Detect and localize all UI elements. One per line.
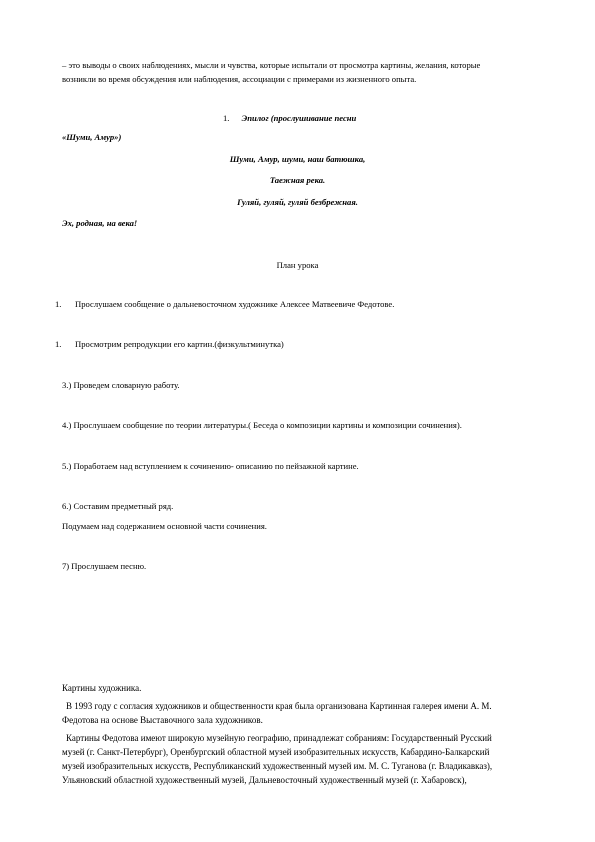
plan-item-number: 1. xyxy=(55,339,62,349)
epilogue-heading xyxy=(223,112,356,125)
paintings-paragraph-2-line-2: музей (г. Санкт-Петербург), Оренбургский областной музей изобразительных искусств, Кабардино-Балкарский xyxy=(62,747,490,757)
epilogue-number: 1. xyxy=(223,113,230,123)
paintings-paragraph-1-line-2: Федотова на основе Выставочного зала художников. xyxy=(62,715,263,725)
lyric-line-2: Таежная река. xyxy=(269,175,326,185)
paintings-paragraph-2-line-1: Картины Федотова имеют широкую музейную географию, принадлежат собраниям: Государственный Русский xyxy=(66,733,492,743)
paintings-paragraph-2-line-3: музей изобразительных искусств, Республиканский художественный музей им. М. С. Туганова (г. Владикавказ), xyxy=(62,761,493,771)
lyric-line-3: Гуляй, гуляй, гуляй безбрежная. xyxy=(237,197,358,207)
paintings-paragraph-2-line-4: Ульяновский областной художественный музей, Дальневосточный художественный музей (г. Хабаровск), xyxy=(62,775,467,785)
plan-item-text: Просмотрим репродукции его картин.(физкультминутка) xyxy=(75,339,284,349)
plan-step-6-note: Подумаем над содержанием основной части сочинения. xyxy=(62,521,267,531)
paintings-paragraph-1-line-1: В 1993 году с согласия художников и общественности края была организована Картинная галерея имени А. М. xyxy=(66,701,492,711)
plan-step-3: 3.) Проведем словарную работу. xyxy=(62,380,180,390)
intro-line-2: возникли во время обсуждения или наблюдения, ассоциации с примерами из жизненного опыта. xyxy=(62,74,417,84)
plan-step-6: 6.) Составим предметный ряд. xyxy=(62,501,174,511)
plan-step-4: 4.) Прослушаем сообщение по теории литературы.( Беседа о композиции картины и композиции сочинения). xyxy=(62,420,462,430)
plan-item xyxy=(55,338,284,351)
intro-line-1: – это выводы о своих наблюдениях, мысли и чувства, которые испытали от просмотра картины, желания, которые xyxy=(62,60,481,70)
lyric-line-4: Эх, родная, на века! xyxy=(62,218,138,228)
plan-item-text: Прослушаем сообщение о дальневосточном художнике Алексее Матвеевиче Федотове. xyxy=(75,299,395,309)
paintings-heading: Картины художника. xyxy=(62,683,142,693)
plan-step-5: 5.) Поработаем над вступлением к сочинению- описанию по пейзажной картине. xyxy=(62,461,359,471)
plan-step-7: 7) Прослушаем песню. xyxy=(62,561,147,571)
plan-item-number: 1. xyxy=(55,299,62,309)
epilogue-heading-text: Эпилог (прослушивание песни xyxy=(241,113,357,123)
plan-title: План урока xyxy=(276,260,319,270)
song-title: «Шуми, Амур») xyxy=(62,132,122,142)
plan-item xyxy=(55,298,394,311)
lyric-line-1: Шуми, Амур, шуми, наш батюшка, xyxy=(229,154,366,164)
